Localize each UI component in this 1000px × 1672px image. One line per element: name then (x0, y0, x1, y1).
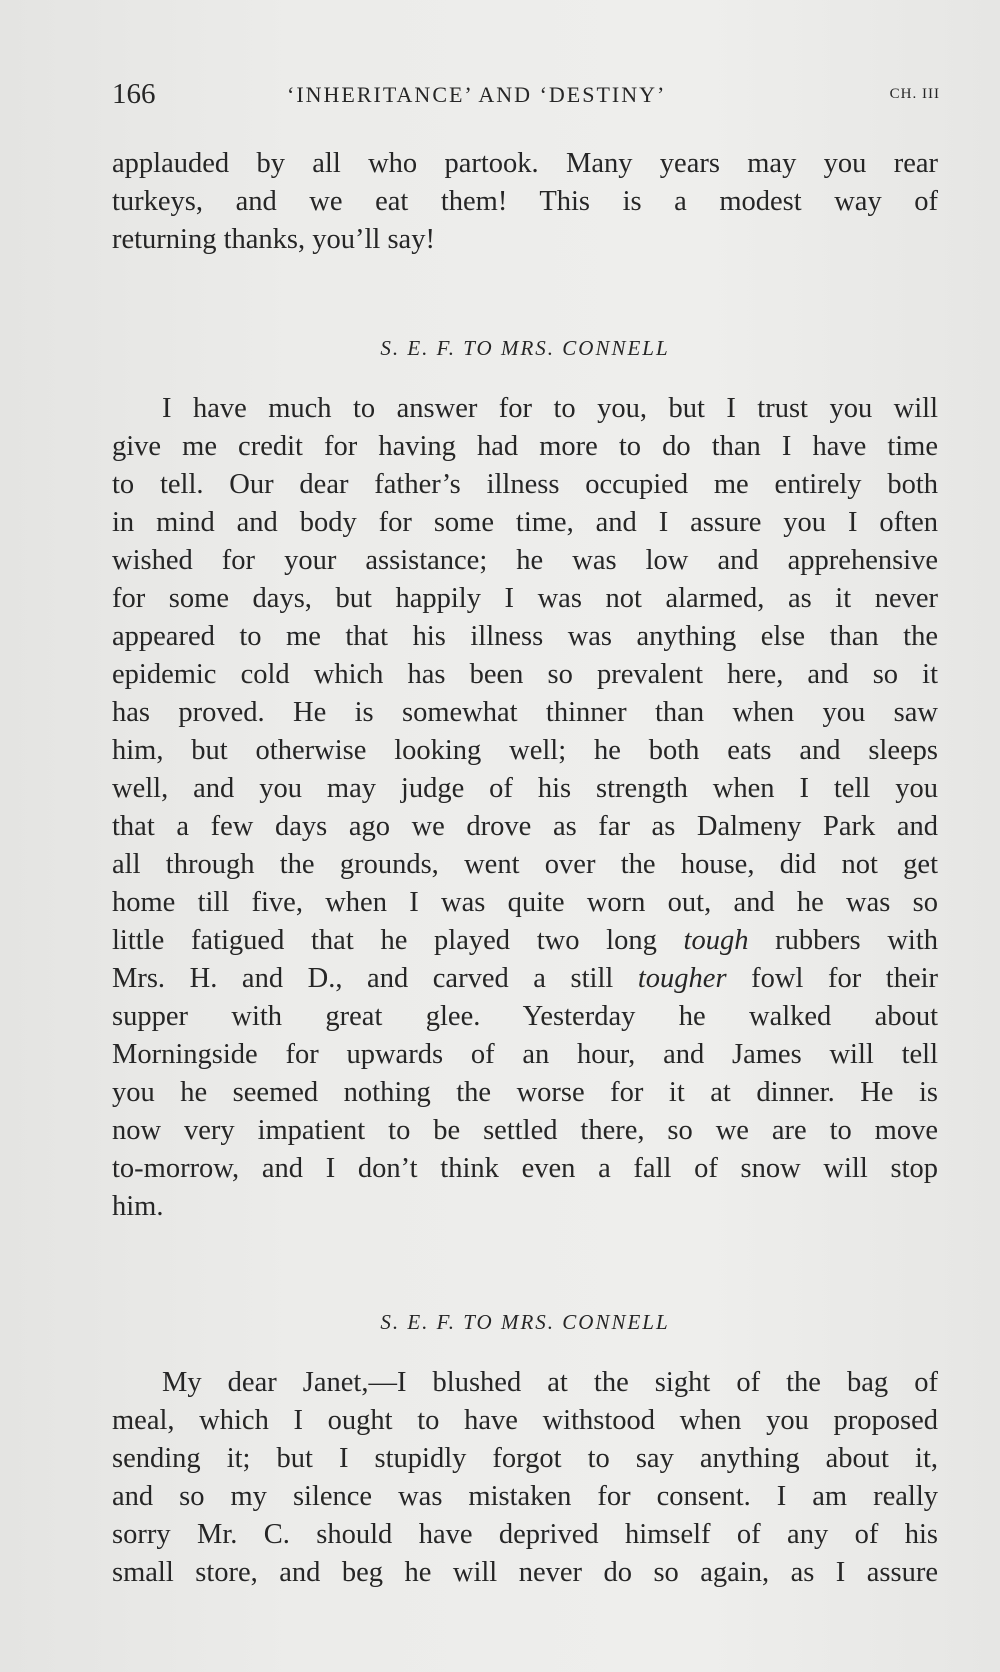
text-line: all through the grounds, went over the house, did not get (112, 849, 938, 880)
text-line: meal, which I ought to have withstood when you proposed (112, 1405, 938, 1436)
text-line: and so my silence was mistaken for consent. I am really (112, 1481, 938, 1512)
text-line: I have much to answer for to you, but I trust you will (162, 393, 938, 424)
text-line: in mind and body for some time, and I assure you I often (112, 507, 938, 538)
letter-heading: S. E. F. TO MRS. CONNELL (380, 336, 670, 360)
text-line: give me credit for having had more to do than I have time (112, 431, 938, 462)
running-head (112, 78, 940, 114)
text-line: sending it; but I stupidly forgot to say anything about it, (112, 1443, 938, 1474)
text-line: to-morrow, and I don’t think even a fall of snow will stop (112, 1153, 938, 1184)
text-line: supper with great glee. Yesterday he walked about (112, 1001, 938, 1032)
text-line: that a few days ago we drove as far as Dalmeny Park and (112, 811, 938, 842)
text-line: epidemic cold which has been so prevalent here, and so it (112, 659, 938, 690)
text-line: Morningside for upwards of an hour, and James will tell (112, 1039, 938, 1070)
text-line: him, but otherwise looking well; he both eats and sleeps (112, 735, 938, 766)
text-segment: rubbers with (748, 925, 939, 956)
running-title: ‘INHERITANCE’ AND ‘DESTINY’ (287, 82, 667, 107)
text-line: returning thanks, you’ll say! (112, 224, 435, 255)
text-line: small store, and beg he will never do so again, as I assure (112, 1557, 938, 1588)
text-line: you he seemed nothing the worse for it at dinner. He is (112, 1077, 938, 1108)
text-line (112, 960, 938, 998)
text-line: applauded by all who partook. Many years may you rear (112, 148, 938, 179)
text-segment: Mrs. H. and D., and carved a still (112, 963, 638, 994)
chapter-marker: CH. III (889, 86, 940, 102)
text-line (112, 922, 938, 960)
text-line: him. (112, 1191, 164, 1222)
page-number: 166 (112, 78, 156, 110)
text-line: wished for your assistance; he was low and apprehensive (112, 545, 938, 576)
text-line: My dear Janet,—I blushed at the sight of the bag of (162, 1367, 938, 1398)
text-line: to tell. Our dear father’s illness occupied me entirely both (112, 469, 938, 500)
italic-word: tougher (637, 963, 727, 994)
text-segment: fowl for their (726, 963, 939, 994)
text-segment: little fatigued that he played two long (112, 925, 684, 956)
text-line: sorry Mr. C. should have deprived himself of any of his (112, 1519, 938, 1550)
text-line: for some days, but happily I was not alarmed, as it never (112, 583, 938, 614)
italic-word: tough (683, 925, 749, 956)
text-line: turkeys, and we eat them! This is a modest way of (112, 186, 938, 217)
text-line: has proved. He is somewhat thinner than when you saw (112, 697, 938, 728)
text-line: home till five, when I was quite worn out, and he was so (112, 887, 938, 918)
text-line: appeared to me that his illness was anything else than the (112, 621, 938, 652)
text-line: well, and you may judge of his strength when I tell you (112, 773, 938, 804)
letter-heading: S. E. F. TO MRS. CONNELL (380, 1310, 670, 1334)
text-line: now very impatient to be settled there, so we are to move (112, 1115, 938, 1146)
